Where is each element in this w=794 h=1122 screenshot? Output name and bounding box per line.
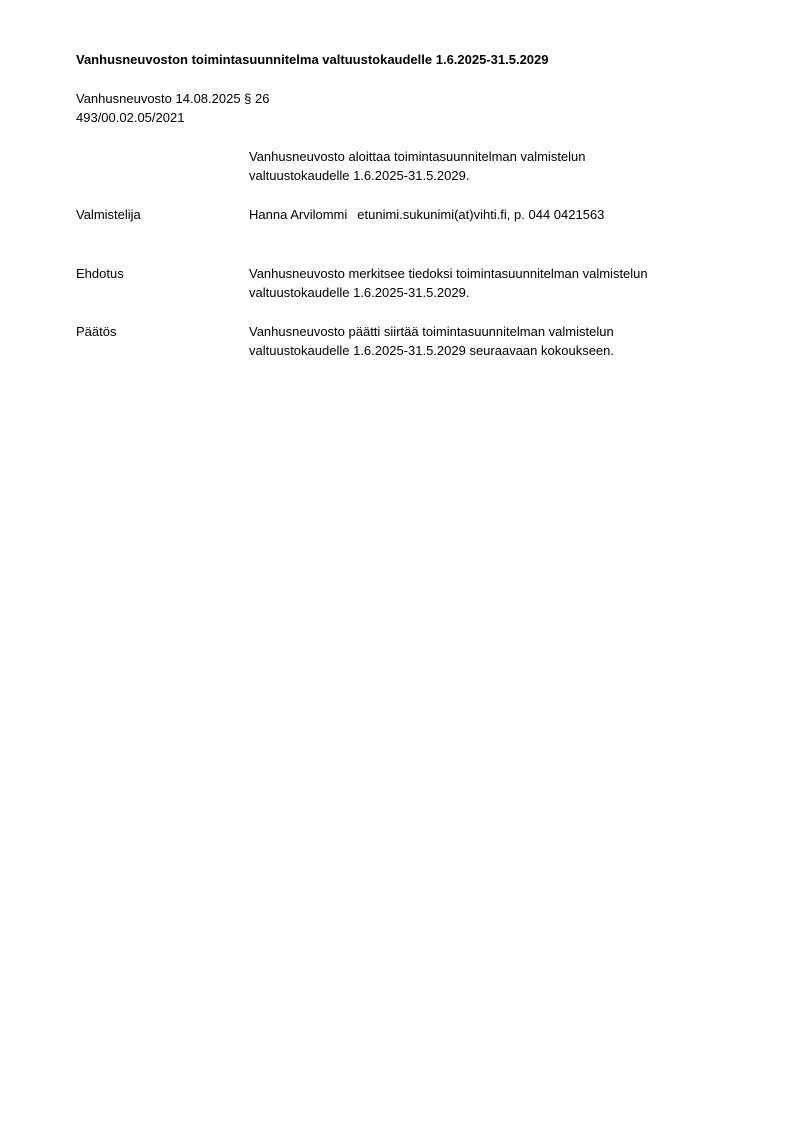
preparer-contact: etunimi.sukunimi(at)vihti.fi, p. 044 0421563 [357, 207, 605, 222]
decision-line-2: valtuustokaudelle 1.6.2025-31.5.2029 seuraavaan kokoukseen. [249, 343, 614, 358]
document-title: Vanhusneuvoston toimintasuunnitelma valtuustokaudelle 1.6.2025-31.5.2029 [76, 52, 549, 67]
proposal-line-1: Vanhusneuvosto merkitsee tiedoksi toimintasuunnitelman valmistelun [249, 266, 648, 281]
intro-line-2: valtuustokaudelle 1.6.2025-31.5.2029. [249, 168, 470, 183]
proposal-label: Ehdotus [76, 266, 124, 281]
preparer-text [249, 205, 729, 224]
decision-line-1: Vanhusneuvosto päätti siirtää toimintasuunnitelman valmistelun [249, 324, 614, 339]
proposal-text [249, 264, 729, 302]
preparer-name: Hanna Arvilommi [249, 207, 348, 222]
proposal-line-2: valtuustokaudelle 1.6.2025-31.5.2029. [249, 285, 470, 300]
meeting-reference: Vanhusneuvosto 14.08.2025 § 26 [76, 91, 270, 106]
intro-line-1: Vanhusneuvosto aloittaa toimintasuunnitelman valmistelun [249, 149, 586, 164]
preparer-label: Valmistelija [76, 207, 141, 222]
intro-text [249, 147, 729, 185]
decision-label: Päätös [76, 324, 117, 339]
decision-text [249, 322, 729, 360]
meeting-info [76, 89, 269, 127]
record-number: 493/00.02.05/2021 [76, 110, 185, 125]
